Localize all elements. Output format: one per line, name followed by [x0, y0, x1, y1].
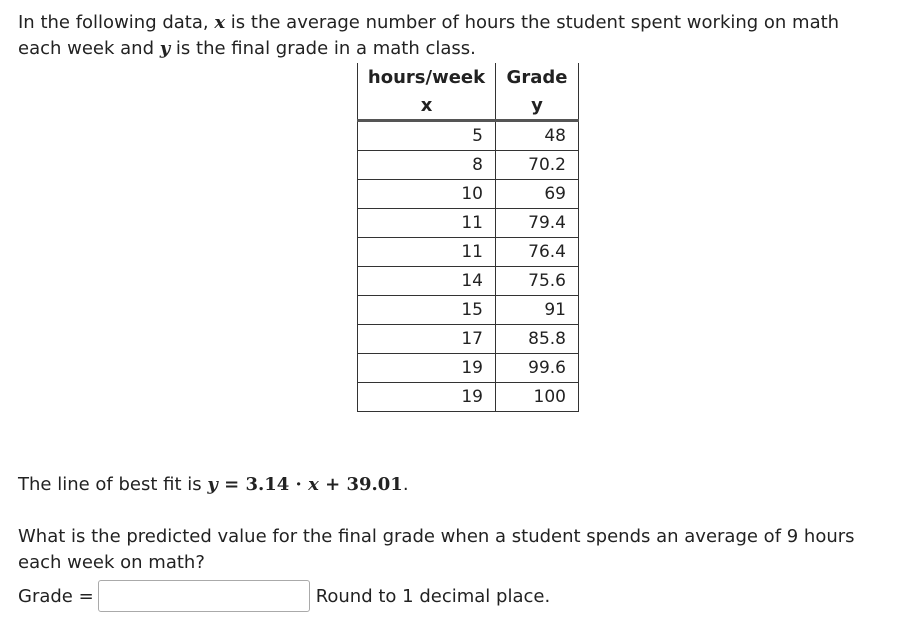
table-row: [358, 325, 579, 354]
fit-x: x: [308, 474, 319, 495]
cell-grade: 100: [496, 383, 579, 412]
grade-input[interactable]: [98, 580, 310, 612]
header-grade: Grade: [496, 63, 579, 92]
fit-y: y: [207, 474, 218, 495]
intro-text: [18, 10, 878, 62]
cell-grade: 91: [496, 296, 579, 325]
table-row: [358, 180, 579, 209]
cell-hours: 11: [358, 238, 496, 267]
table-row: [358, 296, 579, 325]
x-variable: x: [214, 12, 226, 33]
best-fit-line: [18, 471, 409, 499]
table-row: [358, 238, 579, 267]
cell-hours: 5: [358, 121, 496, 151]
subheader-x: x: [358, 92, 496, 121]
y-variable: y: [159, 38, 171, 59]
cell-grade: 69: [496, 180, 579, 209]
table-row: [358, 267, 579, 296]
question-text: What is the predicted value for the final grade when a student spends an average of 9 hours each week on math?: [18, 526, 855, 573]
cell-grade: 85.8: [496, 325, 579, 354]
cell-hours: 8: [358, 151, 496, 180]
fit-eq: = 3.14 ·: [217, 474, 309, 495]
table-row: [358, 354, 579, 383]
cell-hours: 11: [358, 209, 496, 238]
data-table: [357, 63, 579, 412]
cell-grade: 75.6: [496, 267, 579, 296]
cell-hours: 19: [358, 354, 496, 383]
table-row: [358, 383, 579, 412]
cell-hours: 10: [358, 180, 496, 209]
table-row: [358, 121, 579, 151]
round-hint: Round to 1 decimal place.: [315, 585, 551, 607]
header-hours: hours/week: [358, 63, 496, 92]
cell-grade: 70.2: [496, 151, 579, 180]
table-body: [358, 121, 579, 412]
cell-grade: 79.4: [496, 209, 579, 238]
cell-hours: 15: [358, 296, 496, 325]
intro-part1: In the following data,: [18, 12, 215, 33]
intro-part2: is the average number of hours the student spent working on math each week and: [18, 12, 840, 59]
fit-suffix: .: [402, 474, 409, 495]
cell-hours: 17: [358, 325, 496, 354]
cell-grade: 99.6: [496, 354, 579, 383]
cell-grade: 48: [496, 121, 579, 151]
intro-part3: is the final grade in a math class.: [170, 38, 476, 59]
table-row: [358, 151, 579, 180]
fit-prefix: The line of best fit is: [18, 474, 208, 495]
fit-rest: + 39.01: [318, 474, 403, 495]
cell-grade: 76.4: [496, 238, 579, 267]
cell-hours: 14: [358, 267, 496, 296]
subheader-y: y: [496, 92, 579, 121]
grade-label: Grade =: [18, 585, 94, 607]
answer-row: [18, 578, 550, 614]
cell-hours: 19: [358, 383, 496, 412]
table-row: [358, 209, 579, 238]
